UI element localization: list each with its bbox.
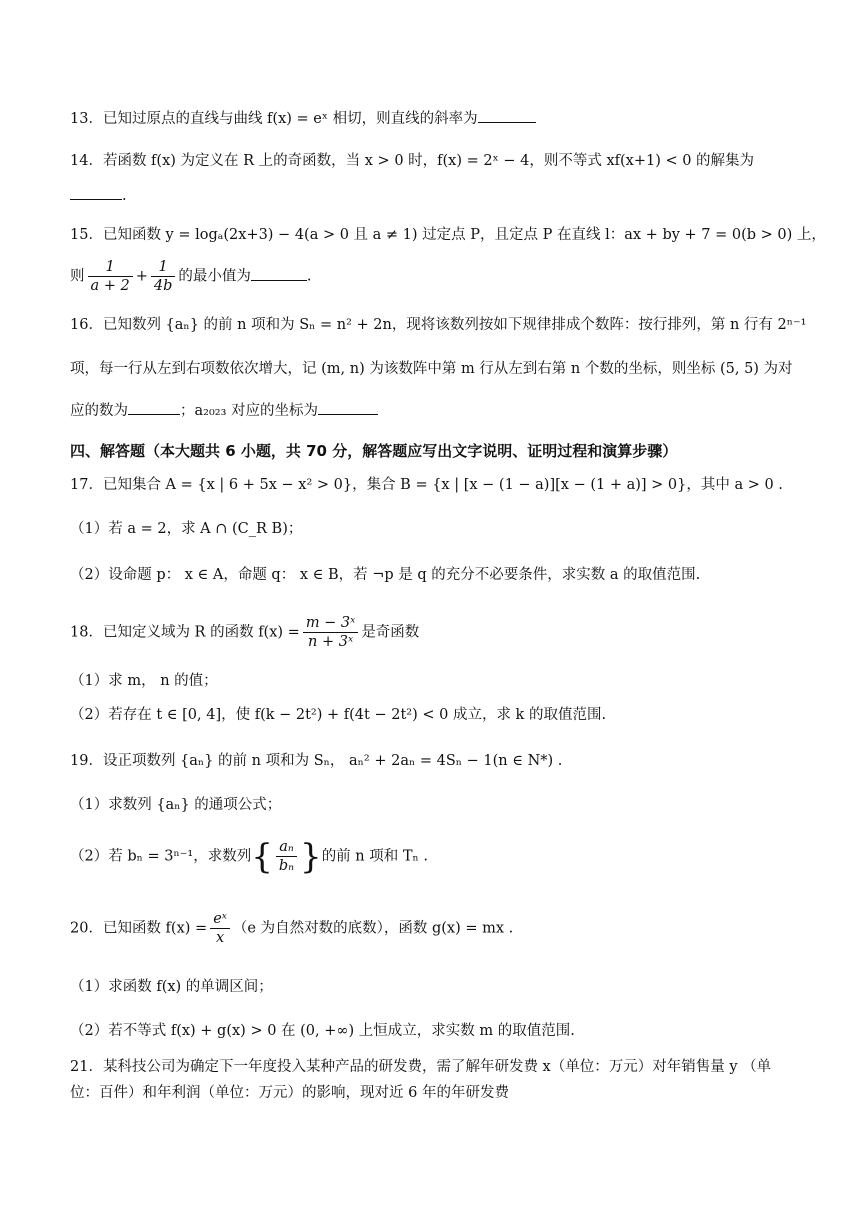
left-brace: { [251,836,273,877]
question-16-text-3a: 应的数为 [70,403,128,419]
fraction-numerator: m − 3ˣ [303,614,359,633]
question-21-text: 21．某科技公司为确定下一年度投入某种产品的研发费，需了解年研发费 x（单位：万元）对年销售量 y （单 [70,1059,772,1075]
question-18-prefix: 18．已知定义域为 R 的函数 f(x) = [70,624,300,641]
fraction-denominator: 4b [153,278,173,294]
question-19 [70,750,792,772]
question-15-prefix: 则 [70,268,85,285]
question-14-blank-line: . [70,185,792,207]
question-20 [70,910,792,947]
question-20-part-1-text: （1）求函数 f(x) 的单调区间； [70,979,273,995]
question-19-part-2-prefix: （2）若 bₙ = 3ⁿ⁻¹，求数列 [70,848,252,865]
fraction [276,838,297,875]
question-14-text: 14．若函数 f(x) 为定义在 R 上的奇函数，当 x > 0 时，f(x) = 2ˣ − 4，则不等式 xf(x+1) < 0 的解集为 [70,153,755,169]
question-19-part-1-text: （1）求数列 {aₙ} 的通项公式； [70,797,282,813]
question-16-line-3 [70,400,792,422]
question-19-part-2-suffix: 的前 n 项和 Tₙ . [321,848,429,865]
fraction-numerator: 1 [151,258,176,277]
question-21-text-2: 位：百件）和年利润（单位：万元）的影响，现对近 6 年的年研发费 [70,1085,509,1101]
answer-blank [318,400,378,415]
question-19-text: 19．设正项数列 {aₙ} 的前 n 项和为 Sₙ， aₙ² + 2aₙ = 4Sₙ − 1(n ∈ N*) . [70,753,563,769]
right-brace: } [300,836,322,877]
question-14 [70,150,792,172]
answer-blank [478,108,536,123]
fraction-numerator: aₙ [276,838,297,857]
question-17-part-1 [70,518,792,540]
answer-blank [70,185,122,200]
question-16-text: 16．已知数列 {aₙ} 的前 n 项和为 Sₙ = n² + 2n，现将该数列按如下规律排成个数阵：按行排列，第 n 行有 2ⁿ⁻¹ [70,317,807,333]
fraction [303,614,359,651]
fraction-denominator: bₙ [278,858,295,874]
question-17-part-1-text: （1）若 a = 2，求 A ∩ (C_R B)； [70,521,303,537]
question-21-line-2 [70,1082,792,1104]
answer-blank [128,400,180,415]
question-15-suffix: 的最小值为 [178,268,251,285]
answer-blank [251,266,307,281]
question-20-prefix: 20．已知函数 f(x) = [70,920,208,937]
fraction-denominator: n + 3ˣ [308,634,354,650]
fraction [210,910,230,947]
question-16-line-2 [70,358,792,380]
question-17-part-2-text: （2）设命题 p： x ∈ A，命题 q： x ∈ B，若 ¬p 是 q 的充分不必要条件，求实数 a 的取值范围. [70,567,701,583]
question-18-part-2-text: （2）若存在 t ∈ [0, 4]，使 f(k − 2t²) + f(4t − 2t²) < 0 成立，求 k 的取值范围. [70,707,607,723]
question-20-part-1 [70,976,792,998]
question-15-text: 15．已知函数 y = logₐ(2x+3) − 4(a > 0 且 a ≠ 1) 过定点 P，且定点 P 在直线 l：ax + by + 7 = 0(b > 0) 上， [70,227,826,243]
question-16 [70,314,807,336]
fraction-denominator: a + 2 [90,278,130,294]
fraction-numerator: 1 [88,258,133,277]
question-18-part-1 [70,670,792,692]
question-17 [70,474,792,496]
question-19-part-1 [70,794,792,816]
fraction-1 [88,258,133,295]
question-21 [70,1056,792,1078]
question-20-suffix: （e 为自然对数的底数），函数 g(x) = mx . [232,920,514,937]
question-18-part-2 [70,704,792,726]
section-heading: 四、解答题（本大题共 6 小题，共 70 分，解答题应写出文字说明、证明过程和演算步骤） [70,442,678,460]
question-20-part-2 [70,1020,792,1042]
question-16-text-3b: ；a₂₀₂₃ 对应的坐标为 [180,403,319,419]
question-20-part-2-text: （2）若不等式 f(x) + g(x) > 0 在 (0, +∞) 上恒成立，求实数 m 的取值范围. [70,1023,575,1039]
question-18-part-1-text: （1）求 m， n 的值； [70,673,218,689]
question-17-text: 17．已知集合 A = {x | 6 + 5x − x² > 0}，集合 B = {x | [x − (1 − a)][x − (1 + a)] > 0}，其中 a > 0 . [70,477,783,493]
question-17-part-2 [70,564,792,586]
fraction-numerator: eˣ [210,910,230,929]
question-15-line-2: 则 $\frac{1}{a + 2}$ + $\frac{1}{4b}$ 的最小值为 . [70,259,312,294]
question-16-text-2: 项，每一行从左到右项数依次增大，记 (m, n) 为该数阵中第 m 行从左到右第 n 个数的坐标，则坐标 (5, 5) 为对 [70,361,793,377]
question-15 [70,224,826,246]
fraction-denominator: x [215,930,225,946]
question-18 [70,614,792,651]
question-13-text: 13．已知过原点的直线与曲线 f(x) = eˣ 相切，则直线的斜率为 [70,111,478,127]
fraction-2 [151,258,176,295]
question-13 [70,108,792,130]
question-18-suffix: 是奇函数 [361,624,420,641]
question-19-part-2 [70,838,792,875]
